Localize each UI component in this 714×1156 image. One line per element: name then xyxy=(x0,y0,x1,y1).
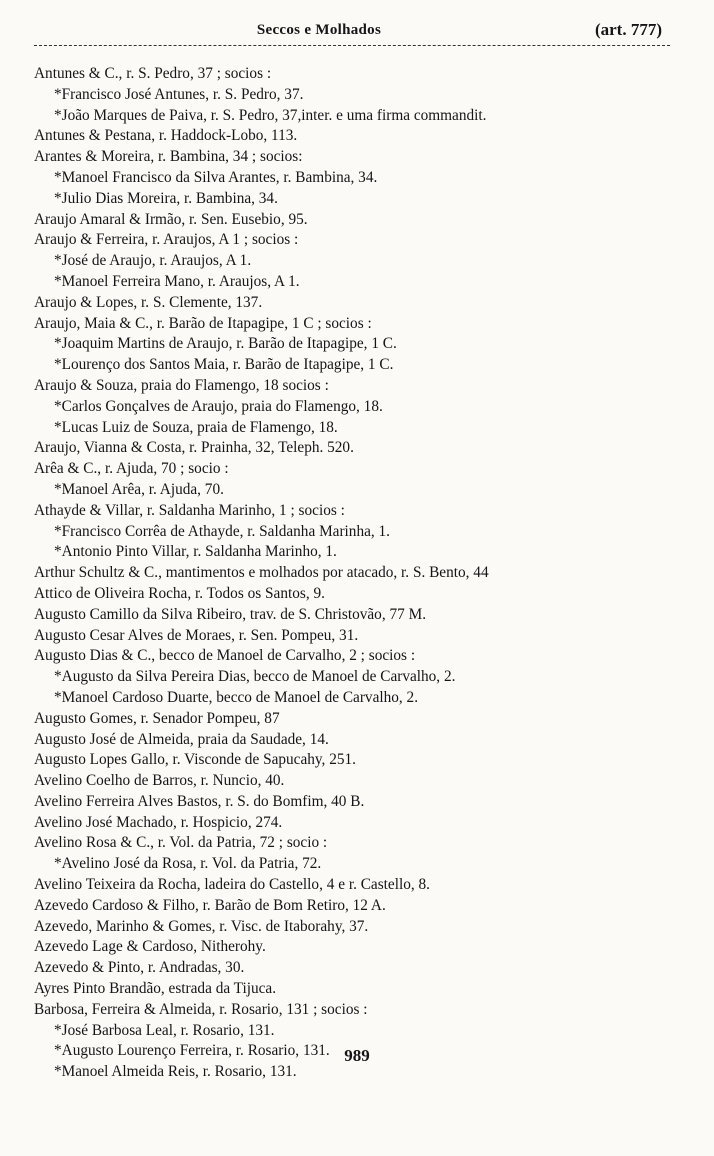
partner-entry: *Augusto da Silva Pereira Dias, becco de Manoel de Carvalho, 2. xyxy=(54,668,456,686)
partner-entry: *Francisco Corrêa de Athayde, r. Saldanha Marinha, 1. xyxy=(54,522,391,540)
entry-list xyxy=(34,64,679,1083)
firm-entry: Araujo & Lopes, r. S. Clemente, 137. xyxy=(34,293,263,311)
partner-entry: *Joaquim Martins de Araujo, r. Barão de Itapagipe, 1 C. xyxy=(54,335,397,353)
firm-entry: Avelino Rosa & C., r. Vol. da Patria, 72 ; socio : xyxy=(34,834,328,852)
firm-entry: Azevedo, Marinho & Gomes, r. Visc. de Itaborahy, 37. xyxy=(34,917,369,935)
firm-entry: Ayres Pinto Brandão, estrada da Tijuca. xyxy=(34,980,277,998)
firm-entry: Augusto Camillo da Silva Ribeiro, trav. de S. Christovão, 77 M. xyxy=(34,605,427,623)
partner-entry: *Manoel Arêa, r. Ajuda, 70. xyxy=(54,480,224,498)
firm-entry: Augusto Dias & C., becco de Manoel de Carvalho, 2 ; socios : xyxy=(34,647,416,665)
partner-entry: *Francisco José Antunes, r. S. Pedro, 37. xyxy=(54,85,304,103)
firm-entry: Antunes & C., r. S. Pedro, 37 ; socios : xyxy=(34,65,272,82)
firm-entry: Attico de Oliveira Rocha, r. Todos os Santos, 9. xyxy=(34,584,325,602)
firm-entry: Arantes & Moreira, r. Bambina, 34 ; socios: xyxy=(34,148,303,166)
partner-entry: *Manoel Francisco da Silva Arantes, r. Bambina, 34. xyxy=(54,168,378,186)
header-rule xyxy=(34,45,670,46)
firm-entry: Augusto José de Almeida, praia da Saudade, 14. xyxy=(34,730,329,748)
firm-entry: Azevedo Cardoso & Filho, r. Barão de Bom Retiro, 12 A. xyxy=(34,896,386,914)
section-title: Seccos e Molhados xyxy=(256,22,382,38)
page-header xyxy=(34,22,670,44)
partner-entry: *Antonio Pinto Villar, r. Saldanha Marinho, 1. xyxy=(54,543,337,561)
firm-entry: Augusto Gomes, r. Senador Pompeu, 87 xyxy=(34,709,280,727)
firm-entry: Athayde & Villar, r. Saldanha Marinho, 1 ; socios : xyxy=(34,501,345,519)
firm-entry: Avelino Teixeira da Rocha, ladeira do Castello, 4 e r. Castello, 8. xyxy=(34,876,430,894)
firm-entry: Azevedo Lage & Cardoso, Nitherohy. xyxy=(34,938,266,956)
firm-entry: Araujo & Ferreira, r. Araujos, A 1 ; socios : xyxy=(34,231,299,249)
partner-entry: *Augusto Lourenço Ferreira, r. Rosario, 131. xyxy=(54,1042,330,1060)
firm-entry: Antunes & Pestana, r. Haddock-Lobo, 113. xyxy=(34,127,298,145)
firm-entry: Avelino José Machado, r. Hospicio, 274. xyxy=(34,813,283,831)
firm-entry: Araujo, Maia & C., r. Barão de Itapagipe, 1 C ; socios : xyxy=(34,314,372,332)
page-number: 989 xyxy=(344,1046,370,1065)
partner-entry: *Avelino José da Rosa, r. Vol. da Patria, 72. xyxy=(54,855,322,873)
partner-entry: *Lourenço dos Santos Maia, r. Barão de Itapagipe, 1 C. xyxy=(54,356,394,374)
partner-entry: *Manoel Ferreira Mano, r. Araujos, A 1. xyxy=(54,272,300,290)
firm-entry: Avelino Coelho de Barros, r. Nuncio, 40. xyxy=(34,772,285,790)
partner-entry: *José de Araujo, r. Araujos, A 1. xyxy=(54,252,252,270)
firm-entry: Araujo, Vianna & Costa, r. Prainha, 32, Teleph. 520. xyxy=(34,439,354,457)
firm-entry: Avelino Ferreira Alves Bastos, r. S. do Bomfim, 40 B. xyxy=(34,792,365,810)
firm-entry: Augusto Cesar Alves de Moraes, r. Sen. Pompeu, 31. xyxy=(34,626,359,644)
firm-entry: Augusto Lopes Gallo, r. Visconde de Sapucahy, 251. xyxy=(34,751,356,769)
firm-entry: Barbosa, Ferreira & Almeida, r. Rosario, 131 ; socios : xyxy=(34,1000,368,1018)
partner-entry: *Julio Dias Moreira, r. Bambina, 34. xyxy=(54,189,278,207)
partner-entry: *João Marques de Paiva, r. S. Pedro, 37,inter. e uma firma commandit. xyxy=(54,106,487,124)
partner-entry: *Manoel Almeida Reis, r. Rosario, 131. xyxy=(54,1063,297,1081)
firm-entry: Azevedo & Pinto, r. Andradas, 30. xyxy=(34,959,245,977)
article-number: (art. 777) xyxy=(594,20,662,39)
firm-entry: Araujo & Souza, praia do Flamengo, 18 socios : xyxy=(34,376,329,394)
partner-entry: *José Barbosa Leal, r. Rosario, 131. xyxy=(54,1021,275,1039)
firm-entry: Araujo Amaral & Irmão, r. Sen. Eusebio, 95. xyxy=(34,210,308,228)
partner-entry: *Lucas Luiz de Souza, praia de Flamengo, 18. xyxy=(54,418,338,436)
firm-entry: Arthur Schultz & C., mantimentos e molhados por atacado, r. S. Bento, 44 xyxy=(34,564,489,582)
partner-entry: *Carlos Gonçalves de Araujo, praia do Flamengo, 18. xyxy=(54,397,383,415)
partner-entry: *Manoel Cardoso Duarte, becco de Manoel de Carvalho, 2. xyxy=(54,688,419,706)
firm-entry: Arêa & C., r. Ajuda, 70 ; socio : xyxy=(34,460,229,478)
